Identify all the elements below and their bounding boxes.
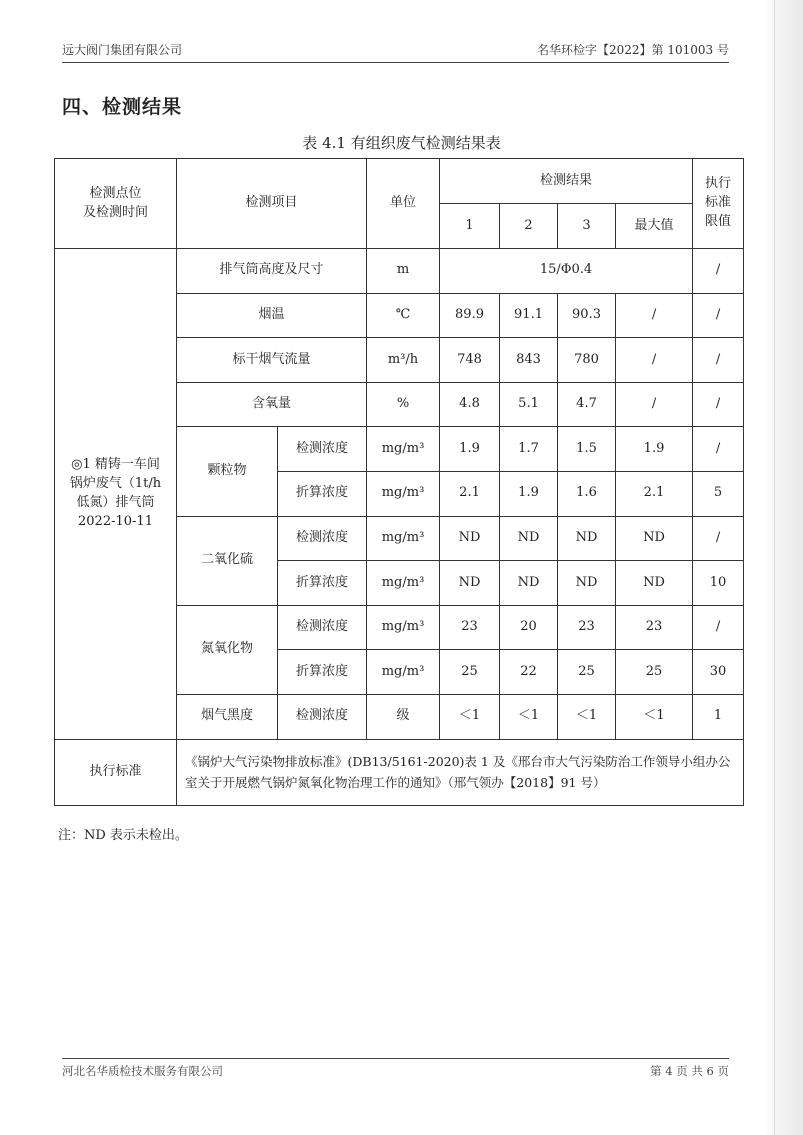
unit-cell: m	[367, 249, 440, 294]
value-cell: 89.9	[440, 293, 500, 338]
value-cell: 1.6	[558, 471, 616, 516]
value-cell: /	[616, 382, 693, 427]
value-cell: 1.9	[616, 427, 693, 472]
value-cell: 1.7	[500, 427, 558, 472]
limit-cell: 10	[693, 561, 744, 606]
item-label: 烟温	[177, 293, 367, 338]
section-title: 四、检测结果	[62, 96, 183, 118]
limit-cell: /	[693, 605, 744, 650]
sub-item-label: 检测浓度	[278, 694, 367, 739]
value-cell: 25	[616, 650, 693, 695]
results-table	[54, 158, 744, 806]
value-cell: 25	[558, 650, 616, 695]
value-cell: ND	[616, 561, 693, 606]
point-label: ◎1 精铸一车间 锅炉废气（1t/h 低氮）排气筒 2022-10-11	[55, 249, 177, 740]
header-report-number: 名华环检字【2022】第 101003 号	[537, 43, 729, 57]
value-cell: ND	[500, 561, 558, 606]
header-company: 远大阀门集团有限公司	[62, 43, 183, 57]
table-row	[55, 159, 744, 204]
value-cell: 90.3	[558, 293, 616, 338]
limit-cell: /	[693, 516, 744, 561]
merged-value-cell: 15/Φ0.4	[440, 249, 693, 294]
value-cell: 91.1	[500, 293, 558, 338]
value-cell: 23	[440, 605, 500, 650]
header-result-col: 最大值	[616, 204, 693, 249]
value-cell: 2.1	[440, 471, 500, 516]
value-cell: 1.9	[440, 427, 500, 472]
limit-cell: 1	[693, 694, 744, 739]
header-item: 检测项目	[177, 159, 367, 249]
header-results: 检测结果	[440, 159, 693, 204]
value-cell: 780	[558, 338, 616, 383]
binding-edge	[763, 0, 803, 1135]
value-cell: ＜1	[500, 694, 558, 739]
header-result-col: 1	[440, 204, 500, 249]
value-cell: 2.1	[616, 471, 693, 516]
unit-cell: mg/m³	[367, 605, 440, 650]
value-cell: ＜1	[440, 694, 500, 739]
value-cell: ＜1	[558, 694, 616, 739]
header-result-col: 2	[500, 204, 558, 249]
value-cell: 4.7	[558, 382, 616, 427]
sub-item-label: 检测浓度	[278, 516, 367, 561]
value-cell: 23	[616, 605, 693, 650]
value-cell: 843	[500, 338, 558, 383]
value-cell: 1.9	[500, 471, 558, 516]
value-cell: ND	[440, 516, 500, 561]
value-cell: ND	[616, 516, 693, 561]
binding-line	[774, 0, 775, 1135]
item-label: 标干烟气流量	[177, 338, 367, 383]
sub-item-label: 折算浓度	[278, 561, 367, 606]
table-row	[55, 739, 744, 805]
value-cell: /	[616, 338, 693, 383]
limit-cell: /	[693, 338, 744, 383]
page-footer	[62, 1058, 729, 1081]
value-cell: 22	[500, 650, 558, 695]
sub-item-label: 检测浓度	[278, 427, 367, 472]
item-label: 含氧量	[177, 382, 367, 427]
header-result-col: 3	[558, 204, 616, 249]
limit-cell: /	[693, 249, 744, 294]
value-cell: /	[616, 293, 693, 338]
group-label: 烟气黑度	[177, 694, 278, 739]
unit-cell: 级	[367, 694, 440, 739]
unit-cell: %	[367, 382, 440, 427]
value-cell: 1.5	[558, 427, 616, 472]
unit-cell: m³/h	[367, 338, 440, 383]
sub-item-label: 折算浓度	[278, 650, 367, 695]
limit-cell: /	[693, 382, 744, 427]
value-cell: 25	[440, 650, 500, 695]
standard-label: 执行标准	[55, 739, 177, 805]
value-cell: 23	[558, 605, 616, 650]
footnote: 注：ND 表示未检出。	[58, 828, 188, 843]
item-label: 排气筒高度及尺寸	[177, 249, 367, 294]
value-cell: 748	[440, 338, 500, 383]
header-limit: 执行 标准 限值	[693, 159, 744, 249]
unit-cell: ℃	[367, 293, 440, 338]
group-label: 氮氧化物	[177, 605, 278, 694]
value-cell: ＜1	[616, 694, 693, 739]
table-caption: 表 4.1 有组织废气检测结果表	[302, 134, 501, 152]
limit-cell: 5	[693, 471, 744, 516]
table-row	[55, 249, 744, 294]
sub-item-label: 折算浓度	[278, 471, 367, 516]
value-cell: ND	[558, 516, 616, 561]
group-label: 颗粒物	[177, 427, 278, 516]
limit-cell: /	[693, 427, 744, 472]
unit-cell: mg/m³	[367, 427, 440, 472]
page-header	[62, 40, 729, 63]
header-point: 检测点位 及检测时间	[55, 159, 177, 249]
group-label: 二氧化硫	[177, 516, 278, 605]
header-unit: 单位	[367, 159, 440, 249]
unit-cell: mg/m³	[367, 516, 440, 561]
limit-cell: /	[693, 293, 744, 338]
unit-cell: mg/m³	[367, 650, 440, 695]
limit-cell: 30	[693, 650, 744, 695]
value-cell: ND	[440, 561, 500, 606]
footer-company: 河北名华质检技术服务有限公司	[62, 1064, 223, 1078]
value-cell: 20	[500, 605, 558, 650]
footer-page-number: 第 4 页 共 6 页	[650, 1064, 729, 1078]
value-cell: 5.1	[500, 382, 558, 427]
unit-cell: mg/m³	[367, 471, 440, 516]
value-cell: ND	[500, 516, 558, 561]
standard-text: 《锅炉大气污染物排放标准》(DB13/5161-2020)表 1 及《邢台市大气污染防治工作领导小组办公室关于开展燃气锅炉氮氧化物治理工作的通知》（邢气领办【2018】91 号）	[177, 739, 744, 805]
sub-item-label: 检测浓度	[278, 605, 367, 650]
value-cell: ND	[558, 561, 616, 606]
unit-cell: mg/m³	[367, 561, 440, 606]
value-cell: 4.8	[440, 382, 500, 427]
